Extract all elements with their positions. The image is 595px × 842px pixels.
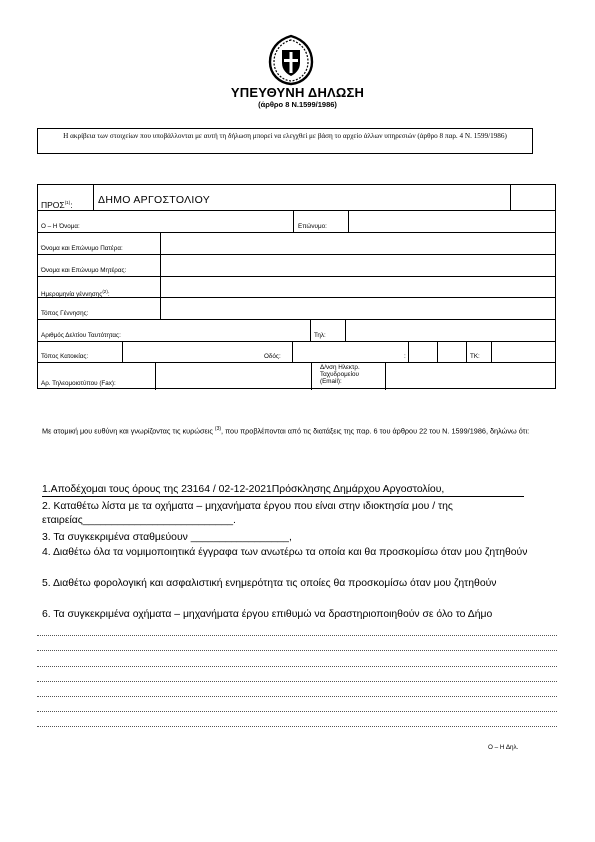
surname-field[interactable] (349, 211, 555, 231)
declaration-item-1: 1.Αποδέχομαι τους όρους της 23164 / 02-12-2021Πρόσκλησης Δημάρχου Αργοστολίου, (42, 484, 445, 495)
email-field[interactable] (386, 363, 555, 389)
statement-text: Με ατομική μου ευθύνη και γνωρίζοντας τις κυρώσεις $^{(3)}$, που προβλέπονται από τις διατάξεις της παρ. 6 του άρθρου 22 του Ν. 1599/1986, δηλώνω ότι: (42, 426, 530, 436)
dotted-line (37, 711, 557, 712)
declaration-item-4: 4. Διαθέτω όλα τα νομιμοποιητικά έγγραφα των ανωτέρω τα οποία και θα προσκομίσω όταν μου ζητηθούν (42, 547, 528, 558)
recipient-label: ΠΡΟΣ$^{(1)}$: (41, 199, 73, 210)
declaration-item-3: 3. Τα συγκεκριμένα σταθμεύουν _________________, (42, 532, 292, 543)
declaration-item-5: 5. Διαθέτω φορολογική και ασφαλιστική ενημερότητα τις οποίες θα προσκομίσω όταν μου ζητηθούν (42, 578, 497, 589)
dotted-line (37, 666, 557, 667)
item-1-underline (42, 496, 524, 497)
dotted-line (37, 681, 557, 682)
residence-label: Τόπος Κατοικίας: (41, 353, 89, 360)
father-name-field[interactable] (161, 233, 555, 253)
declarant-signature-label: Ο – Η Δηλ. (488, 744, 519, 751)
declaration-form (37, 184, 556, 389)
surname-label: Επώνυμο: (298, 223, 327, 230)
declaration-item-6: 6. Τα συγκεκριμένα οχήματα – μηχανήματα έργου επιθυμώ να δραστηριοποιηθούν σε όλο το Δήμο (42, 609, 493, 620)
notice-box: Η ακρίβεια των στοιχείων που υποβάλλονται με αυτή τη δήλωση μπορεί να ελεγχθεί με βάση το αρχείο άλλων υπηρεσιών (άρθρο 8 παρ. 4 Ν. 1599/1986) (37, 128, 533, 154)
dotted-line (37, 650, 557, 651)
postcode-label: ΤΚ: (470, 353, 480, 360)
greek-coat-of-arms-icon (265, 34, 317, 86)
birthplace-field[interactable] (161, 298, 555, 318)
street-number-field[interactable] (438, 342, 465, 361)
id-number-label: Αριθμός Δελτίου Ταυτότητας: (41, 332, 121, 339)
document-title: ΥΠΕΥΘΥΝΗ ΔΗΛΩΣΗ (230, 85, 365, 100)
phone-label: Τηλ: (314, 332, 326, 339)
declaration-item-2: 2. Καταθέτω λίστα με τα οχήματα – μηχανήματα έργου που είναι στην ιδιοκτησία μου / της εταιρείας__________________________. (42, 501, 453, 526)
street-label: Οδός: (264, 353, 281, 360)
dotted-line (37, 635, 557, 636)
id-number-field[interactable] (161, 320, 309, 340)
dotted-line (37, 696, 557, 697)
postcode-field[interactable] (492, 342, 555, 361)
first-name-label: Ο – Η Όνομα: (41, 223, 80, 230)
father-name-label: Όνομα και Επώνυμο Πατέρα: (41, 245, 123, 252)
first-name-field[interactable] (94, 211, 292, 231)
fax-label: Αρ. Τηλεομοιοτύπου (Fax): (41, 380, 116, 387)
email-label: Δ/νση Ηλεκτρ. Ταχυδρομείου (Email): (320, 364, 360, 385)
fax-field[interactable] (156, 363, 310, 389)
street-number-label: : (404, 353, 406, 360)
street-field[interactable] (293, 342, 407, 361)
mother-name-field[interactable] (161, 255, 555, 275)
birthplace-label: Τόπος Γέννησης: (41, 310, 89, 317)
dotted-line (37, 726, 557, 727)
birthdate-field[interactable] (161, 277, 555, 296)
document-subtitle: (άρθρο 8 Ν.1599/1986) (258, 100, 337, 109)
birthdate-label: Ημερομηνία γέννησης$^{(2)}$: (41, 289, 110, 299)
phone-field[interactable] (346, 320, 555, 340)
recipient-value: ΔΗΜΟ ΑΡΓΟΣΤΟΛΙΟΥ (98, 194, 211, 206)
mother-name-label: Όνομα και Επώνυμο Μητέρας: (41, 267, 127, 274)
